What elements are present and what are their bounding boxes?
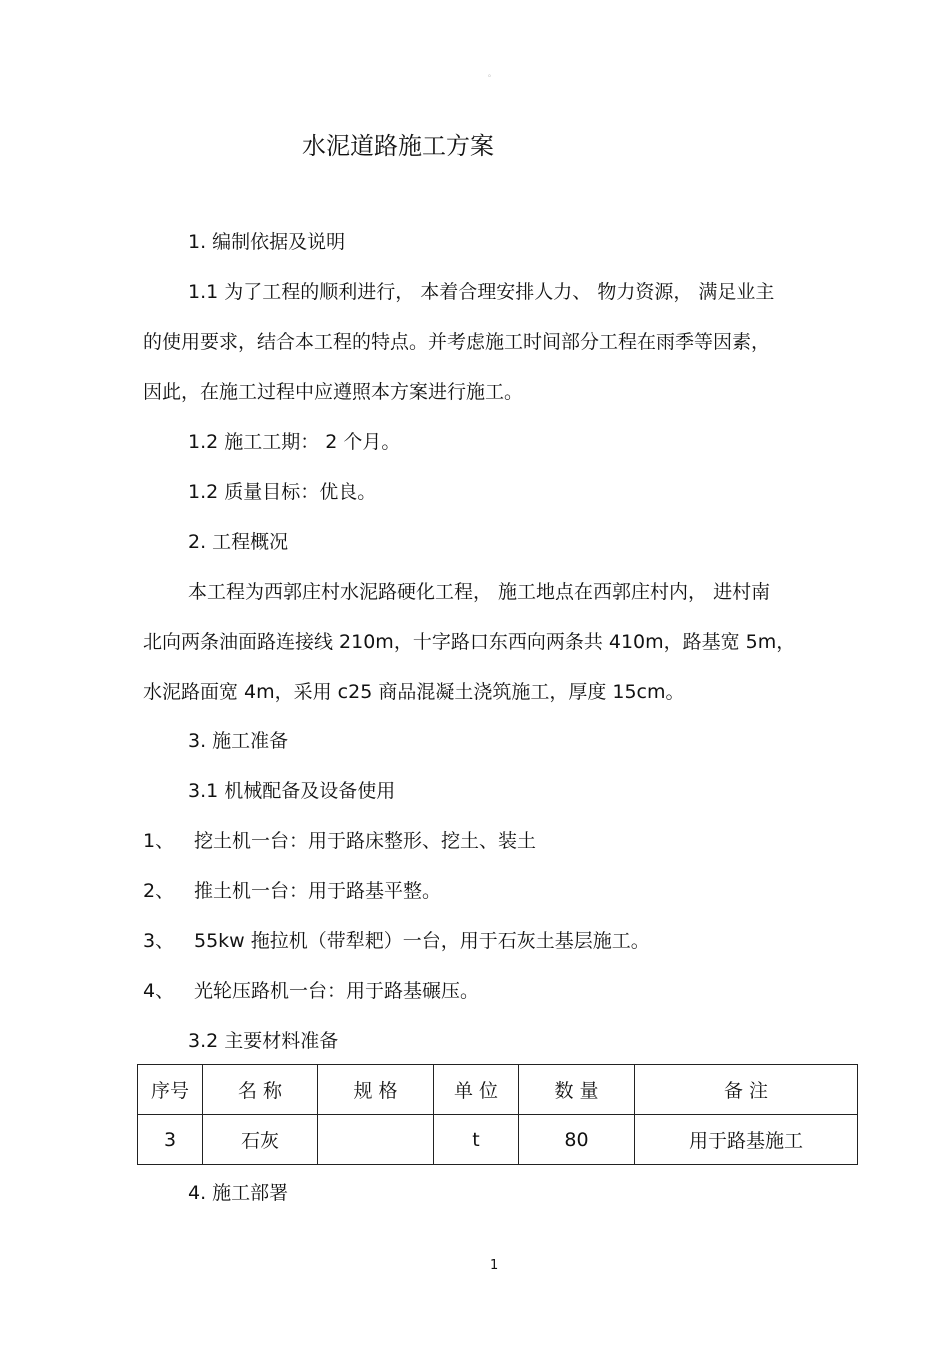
machine-item-text: 挖土机一台：用于路床整形、挖土、装土 xyxy=(194,830,537,852)
overview-line-3: 水泥路面宽 4m，采用 c25 商品混凝土浇筑施工，厚度 15cm。 xyxy=(143,681,685,703)
section-3-heading: 3. 施工准备 xyxy=(188,730,289,752)
paragraph-1-1-line-1: 1.1 为了工程的顺利进行， 本着合理安排人力、 物力资源， 满足业主 xyxy=(188,281,775,303)
machine-item-text: 推土机一台：用于路基平整。 xyxy=(194,880,442,902)
paragraph-1-2-schedule: 1.2 施工工期： 2 个月。 xyxy=(188,431,401,453)
table-cell: 用于路基施工 xyxy=(635,1115,858,1165)
section-3-1-heading: 3.1 机械配备及设备使用 xyxy=(188,780,396,802)
table-cell xyxy=(318,1115,434,1165)
materials-table xyxy=(137,1064,858,1165)
table-header-cell: 数 量 xyxy=(519,1065,635,1115)
machine-item-number: 4、 xyxy=(143,980,175,1002)
overview-line-2: 北向两条油面路连接线 210m，十字路口东西向两条共 410m，路基宽 5m， xyxy=(143,631,796,653)
table-header-row xyxy=(138,1065,858,1115)
machine-item-text: 55kw 拖拉机（带犁耙）一台，用于石灰土基层施工。 xyxy=(194,930,650,952)
paragraph-1-2-quality: 1.2 质量目标：优良。 xyxy=(188,481,377,503)
table-cell: 3 xyxy=(138,1115,203,1165)
table-header-cell: 序号 xyxy=(138,1065,203,1115)
page-title: 水泥道路施工方案 xyxy=(302,132,494,160)
page-number: 1 xyxy=(490,1258,499,1273)
table-row xyxy=(138,1115,858,1165)
header-mark: 。 xyxy=(488,69,496,78)
table-cell: 80 xyxy=(519,1115,635,1165)
section-2-heading: 2. 工程概况 xyxy=(188,531,289,553)
section-3-2-heading: 3.2 主要材料准备 xyxy=(188,1030,339,1052)
table-header-cell: 备 注 xyxy=(635,1065,858,1115)
paragraph-1-1-line-3: 因此，在施工过程中应遵照本方案进行施工。 xyxy=(143,381,524,403)
section-4-heading: 4. 施工部署 xyxy=(188,1182,289,1204)
table-header-cell: 单 位 xyxy=(434,1065,519,1115)
machine-item-text: 光轮压路机一台：用于路基碾压。 xyxy=(194,980,480,1002)
table-header-cell: 名 称 xyxy=(203,1065,318,1115)
table-header-cell: 规 格 xyxy=(318,1065,434,1115)
machine-item-number: 1、 xyxy=(143,830,175,852)
paragraph-1-1-line-2: 的使用要求，结合本工程的特点。并考虑施工时间部分工程在雨季等因素， xyxy=(143,331,771,353)
section-1-heading: 1. 编制依据及说明 xyxy=(188,231,346,253)
table-cell: 石灰 xyxy=(203,1115,318,1165)
machine-item-number: 2、 xyxy=(143,880,175,902)
table-cell: t xyxy=(434,1115,519,1165)
machine-item-number: 3、 xyxy=(143,930,175,952)
overview-line-1: 本工程为西郭庄村水泥路硬化工程， 施工地点在西郭庄村内， 进村南 xyxy=(188,581,771,603)
